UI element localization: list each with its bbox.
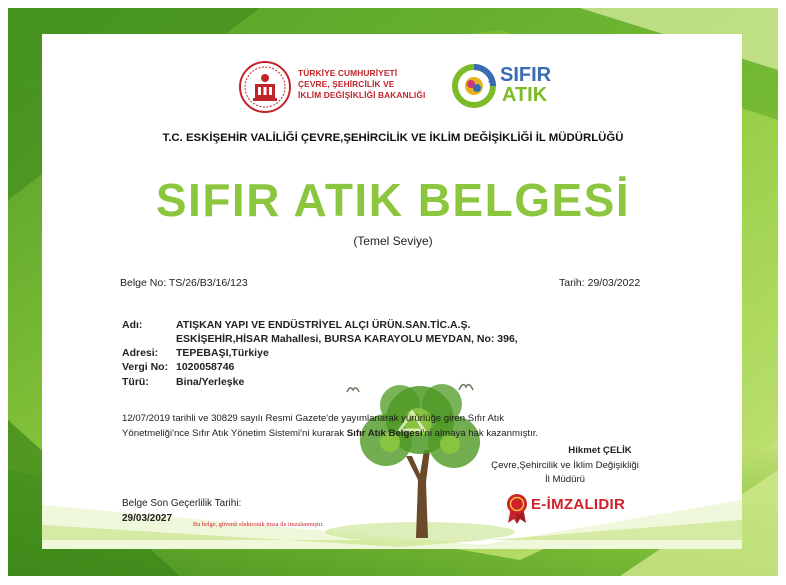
- zero-waste-wordmark: [500, 65, 551, 105]
- tax-number-label: Vergi No:: [122, 361, 169, 373]
- zero-waste-line-2: ATIK: [502, 84, 548, 106]
- certificate-level: (Temel Seviye): [353, 234, 433, 248]
- document-date-value: 29/03/2022: [587, 277, 641, 289]
- tax-number-value: 1020058746: [176, 361, 235, 373]
- name-label: Adı:: [122, 319, 143, 331]
- document-date-label: Tarih:: [559, 277, 585, 289]
- certificate-title: SIFIR ATIK BELGESİ: [155, 174, 631, 226]
- document-number-value: TS/26/B3/16/123: [168, 277, 248, 289]
- address-line-2: TEPEBAŞI,Türkiye: [176, 347, 269, 359]
- statement-line-2-prefix: Yönetmeliği'nce Sıfır Atık Yönetim Sistemi'ni kurarak: [122, 428, 347, 439]
- statement-line-2-bold: Sıfır Atık Belgesi: [346, 428, 423, 439]
- statement-line-1: 12/07/2019 tarihli ve 30829 sayılı Resmi Gazete'de yayımlanarak yürürlüğe giren Sıfır Atık: [122, 413, 505, 424]
- type-label: Türü:: [122, 376, 149, 388]
- ministry-emblem-icon: [238, 60, 292, 114]
- document-number-label: Belge No:: [120, 277, 167, 289]
- zero-waste-logo-icon: [452, 64, 496, 108]
- issuing-office: T.C. ESKİŞEHİR VALİLİĞİ ÇEVRE,ŞEHİRCİLİK VE İKLİM DEĞİŞİKLİĞİ İL MÜDÜRLÜĞÜ: [162, 132, 624, 144]
- bird-icon: [458, 380, 474, 392]
- validity-date: 29/03/2027: [122, 513, 173, 524]
- e-signature-footnote: Bu belge, güvenli elektronik imza ile imzalanmıştır.: [193, 521, 324, 528]
- ministry-line-1: TÜRKİYE CUMHURİYETİ: [298, 68, 398, 78]
- validity-label: Belge Son Geçerlilik Tarihi:: [122, 498, 242, 509]
- seal-ribbon-icon: [505, 493, 529, 525]
- statement-line-2: [122, 428, 538, 439]
- address-line-1: ESKİŞEHİR,HİSAR Mahallesi, BURSA KARAYOLU MEYDAN, No: 396,: [176, 333, 518, 345]
- ministry-line-3: İKLİM DEĞİŞİKLİĞİ BAKANLIĞI: [298, 90, 426, 100]
- document-date: [559, 277, 640, 289]
- document-number: [120, 277, 248, 289]
- ministry-line-2: ÇEVRE, ŞEHİRCİLİK VE: [298, 79, 395, 89]
- statement-line-2-suffix: 'ni almaya hak kazanmıştır.: [422, 428, 539, 439]
- signer-name: Hikmet ÇELİK: [568, 445, 632, 456]
- signer-title-line-2: İl Müdürü: [545, 474, 585, 485]
- signer-title-line-1: Çevre,Şehircilik ve İklim Değişikliği: [491, 460, 639, 471]
- address-label: Adresi:: [122, 347, 159, 359]
- bird-icon: [346, 384, 360, 394]
- zero-waste-line-1: SIFIR: [500, 64, 552, 86]
- name-value: ATIŞKAN YAPI VE ENDÜSTRİYEL ALÇI ÜRÜN.SAN.TİC.A.Ş.: [176, 319, 471, 331]
- ministry-name: [298, 68, 425, 101]
- type-value: Bina/Yerleşke: [176, 376, 245, 388]
- e-signed-label: E-İMZALIDIR: [531, 496, 626, 513]
